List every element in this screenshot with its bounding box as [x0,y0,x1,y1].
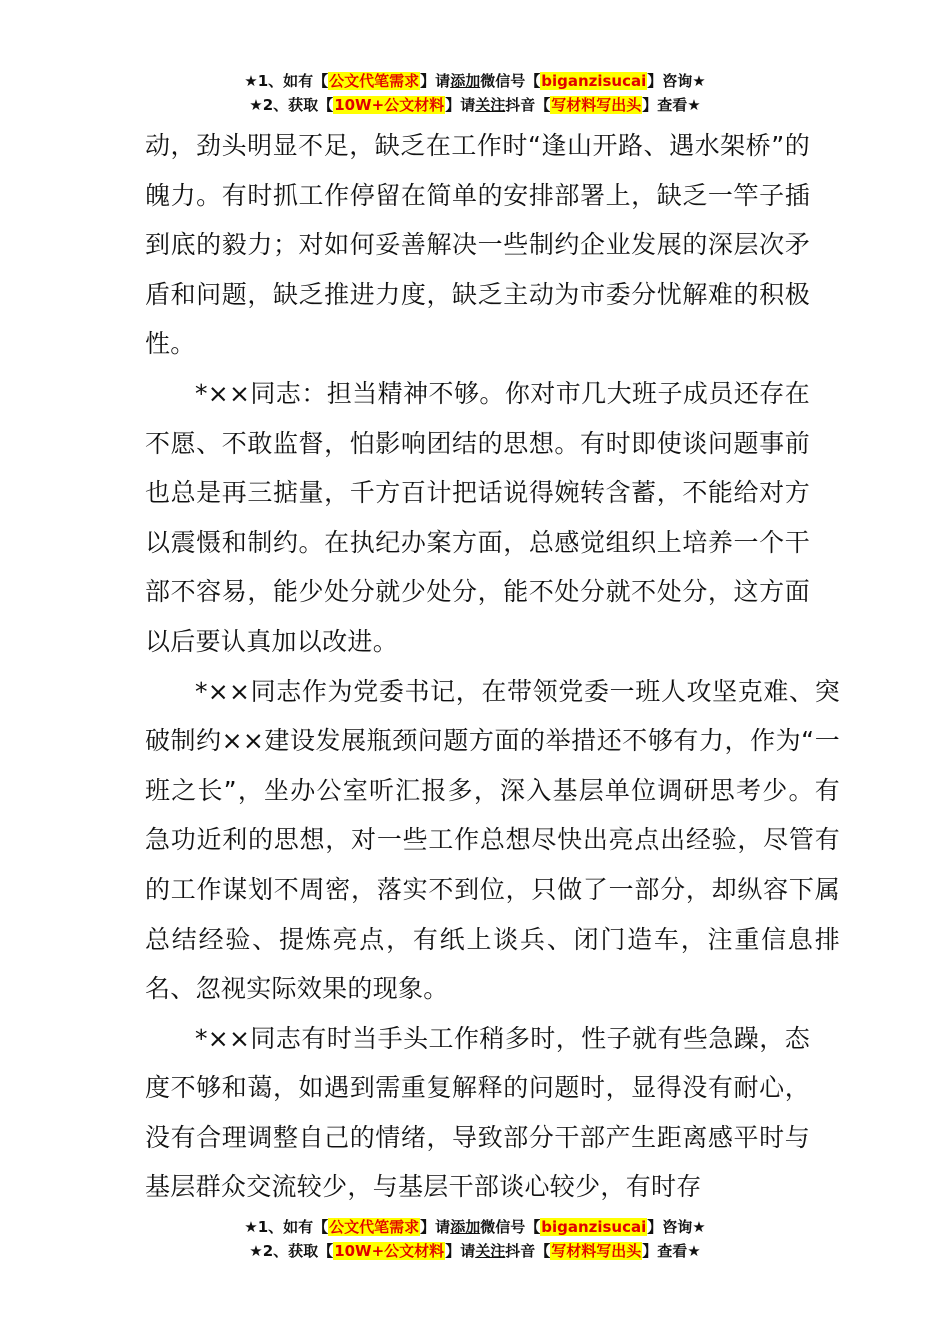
banner-text: ★2、获取【 [249,1242,334,1260]
footer-banner [0,1215,950,1263]
douyin-account: 写材料写出头 [551,1242,642,1260]
banner-text: 抖音【 [505,96,551,114]
paragraph: *××同志：担当精神不够。你对市几大班子成员还存在不愿、不敢监督，怕影响团结的思想。有时即使谈问题事前也总是再三掂量，千方百计把话说得婉转含蓄，不能给对方以震慑和制约。在执纪办案方面，总感觉组织上培养一个干部不容易，能少处分就少处分，能不处分就不处分，这方面以后要认真加以改进。 [145,378,810,656]
highlight-text: 公文代笔需求 [329,1218,420,1236]
underlined-text: 关注 [475,96,506,114]
highlight-text: 10W+公文材料 [334,96,445,114]
header-banner [0,69,950,117]
banner-text: 】查看★ [642,1242,701,1260]
highlight-text: 10W+公文材料 [334,1242,445,1260]
banner-line-2 [0,93,950,117]
paragraph: 动，劲头明显不足，缺乏在工作时“逢山开路、遇水架桥”的魄力。有时抓工作停留在简单的安排部署上，缺乏一竿子插到底的毅力；对如何妥善解决一些制约企业发展的深层次矛盾和问题，缺乏推进力度，缺乏主动为市委分忧解难的积极性。 [145,131,810,359]
banner-text: 】咨询★ [647,1218,706,1236]
highlight-text: 公文代笔需求 [329,72,420,90]
underlined-text: 关注 [475,1242,506,1260]
banner-line-1 [0,69,950,93]
paragraph: *××同志作为党委书记，在带领党委一班人攻坚克难、突破制约××建设发展瓶颈问题方面的举措还不够有力，作为“一班之长”，坐办公室听汇报多，深入基层单位调研思考少。有急功近利的思想，对一些工作总想尽快出亮点出经验，尽管有的工作谋划不周密，落实不到位，只做了一部分，却纵容下属总结经验、提炼亮点，有纸上谈兵、闭门造车，注重信息排名、忽视实际效果的现象。 [145,676,840,1004]
banner-text: 】请 [420,72,451,90]
underlined-text: 添加 [450,1218,481,1236]
banner-text: 抖音【 [505,1242,551,1260]
banner-text: 微信号【 [480,72,541,90]
banner-line-1 [0,1215,950,1239]
banner-text: 】请 [445,1242,476,1260]
banner-text: 】咨询★ [647,72,706,90]
banner-text: ★1、如有【 [244,1218,329,1236]
wechat-id: biganzisucai [541,72,647,90]
document-body [145,121,840,1212]
banner-text: 微信号【 [480,1218,541,1236]
banner-text: 】请 [445,96,476,114]
banner-text: 】请 [420,1218,451,1236]
paragraph: *××同志有时当手头工作稍多时，性子就有些急躁，态度不够和蔼，如遇到需重复解释的问题时，显得没有耐心，没有合理调整自己的情绪，导致部分干部产生距离感平时与基层群众交流较少，与基层干部谈心较少，有时存 [145,1023,810,1202]
wechat-id: biganzisucai [541,1218,647,1236]
banner-text: 】查看★ [642,96,701,114]
banner-line-2 [0,1239,950,1263]
banner-text: ★2、获取【 [249,96,334,114]
douyin-account: 写材料写出头 [551,96,642,114]
underlined-text: 添加 [450,72,481,90]
banner-text: ★1、如有【 [244,72,329,90]
